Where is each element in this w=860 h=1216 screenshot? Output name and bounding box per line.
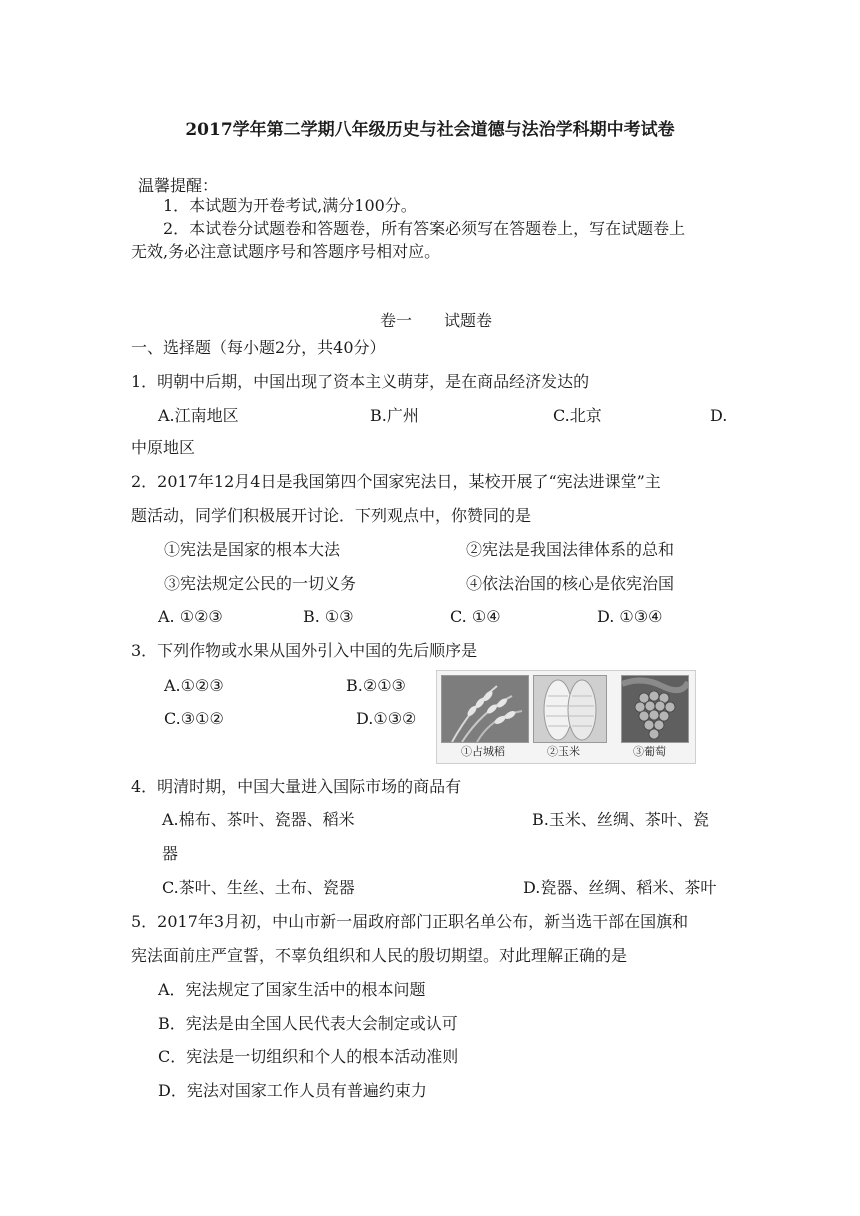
question-2-option-c: C. ①④ (450, 607, 501, 626)
question-5-stem: 5．2017年3月初，中山市新一届政府部门正职名单公布，新当选干部在国旗和 (131, 912, 689, 931)
question-2-statement-4: ④依法治国的核心是依宪治国 (466, 574, 675, 593)
question-4-option-a: A.棉布、茶叶、瓷器、稻米 (162, 810, 355, 829)
question-2-option-a: A. ①②③ (158, 607, 223, 626)
grape-caption: ③葡萄 (633, 745, 666, 758)
reminder-item-2: 2．本试卷分试题卷和答题卷，所有答案必须写在答题卷上，写在试题卷上 (163, 219, 686, 238)
question-2-stem-cont: 题活动，同学们积极展开讨论．下列观点中，你赞同的是 (131, 506, 532, 525)
question-4-stem: 4．明清时期，中国大量进入国际市场的商品有 (131, 777, 462, 796)
reminder-item-1: 1．本试题为开卷考试,满分100分。 (163, 196, 417, 215)
question-2-statement-3: ③宪法规定公民的一切义务 (164, 574, 357, 593)
question-2-statement-2: ②宪法是我国法律体系的总和 (466, 540, 675, 559)
question-3-option-b: B.②①③ (346, 676, 406, 695)
reminder-heading: 温馨提醒： (138, 176, 219, 195)
question-2-option-b: B. ①③ (303, 607, 354, 626)
question-2-statement-1: ①宪法是国家的根本大法 (164, 540, 341, 559)
question-4-option-d: D.瓷器、丝绸、稻米、茶叶 (523, 878, 717, 897)
corn-image (533, 675, 607, 743)
question-3-stem: 3．下列作物或水果从国外引入中国的先后顺序是 (131, 641, 478, 660)
question-4-option-b: B.玉米、丝绸、茶叶、瓷 (532, 810, 709, 829)
reminder-item-2-cont: 无效,务必注意试题序号和答题序号相对应。 (131, 242, 441, 261)
question-5-option-c: C．宪法是一切组织和个人的根本活动准则 (158, 1047, 459, 1066)
exam-title: 2017学年第二学期八年级历史与社会道德与法治学科期中考试卷 (185, 120, 675, 140)
question-4-option-c: C.茶叶、生丝、土布、瓷器 (162, 878, 355, 897)
question-5-option-d: D．宪法对国家工作人员有普遍约束力 (158, 1081, 427, 1100)
question-2-stem: 2．2017年12月4日是我国第四个国家宪法日，某校开展了“宪法进课堂”主 (131, 472, 661, 491)
question-5-stem-cont: 宪法面前庄严宣誓，不辜负组织和人民的殷切期望。对此理解正确的是 (131, 946, 628, 965)
question-1-option-c: C.北京 (553, 406, 602, 425)
corn-caption: ②玉米 (547, 745, 580, 758)
section-title: 一、选择题（每小题2分，共40分） (131, 338, 386, 357)
volume-title: 卷一 试题卷 (380, 311, 493, 330)
question-1-option-b: B.广州 (370, 406, 419, 425)
question-1-option-a: A.江南地区 (158, 406, 239, 425)
question-3-option-c: C.③①② (164, 709, 224, 728)
question-1-option-d-cont: 中原地区 (131, 438, 196, 457)
crops-figure (436, 670, 696, 764)
question-3-option-a: A.①②③ (164, 676, 224, 695)
question-1-stem: 1．明朝中后期，中国出现了资本主义萌芽，是在商品经济发达的 (131, 372, 590, 391)
rice-caption: ①占城稻 (461, 745, 505, 758)
question-5-option-b: B．宪法是由全国人民代表大会制定或认可 (158, 1014, 458, 1033)
question-4-option-b-cont: 器 (162, 844, 179, 863)
question-2-option-d: D. ①③④ (597, 607, 663, 626)
grape-image (621, 675, 689, 743)
question-3-option-d: D.①③② (356, 709, 417, 728)
question-5-option-a: A．宪法规定了国家生活中的根本问题 (158, 980, 426, 999)
rice-image (441, 675, 529, 743)
question-1-option-d: D. (710, 406, 728, 425)
